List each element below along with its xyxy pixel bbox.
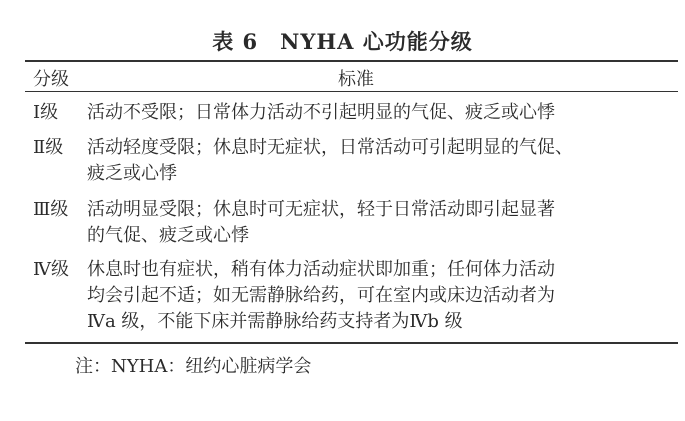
grade-label: Ⅲ级 <box>33 199 69 220</box>
table-note: 注：NYHA：纽约心脏病学会 <box>75 356 312 377</box>
bottom-rule <box>25 342 678 344</box>
table-title: 表 6 NYHA 心功能分级 <box>212 29 473 54</box>
criteria-line: Ⅳa 级，不能下床并需静脉给药支持者为Ⅳb 级 <box>87 311 463 332</box>
criteria-line: 活动明显受限；休息时可无症状，轻于日常活动即引起显著 <box>87 199 555 220</box>
criteria-line: 均会引起不适；如无需静脉给药，可在室内或床边活动者为 <box>87 285 555 306</box>
grade-label: Ⅳ级 <box>33 259 69 280</box>
criteria-line: 疲乏或心悸 <box>87 163 177 184</box>
header-grade: 分级 <box>33 69 69 90</box>
criteria-line: 活动轻度受限；休息时无症状，日常活动可引起明显的气促、 <box>87 137 573 158</box>
criteria-line: 的气促、疲乏或心悸 <box>87 225 249 246</box>
header-criteria: 标准 <box>338 69 374 90</box>
criteria-line: 活动不受限；日常体力活动不引起明显的气促、疲乏或心悸 <box>87 102 555 123</box>
criteria-line: 休息时也有症状，稍有体力活动症状即加重；任何体力活动 <box>87 259 555 280</box>
grade-label: Ⅰ级 <box>33 102 59 123</box>
grade-label: Ⅱ级 <box>33 137 64 158</box>
header-rule <box>25 91 678 92</box>
top-rule <box>25 60 678 62</box>
